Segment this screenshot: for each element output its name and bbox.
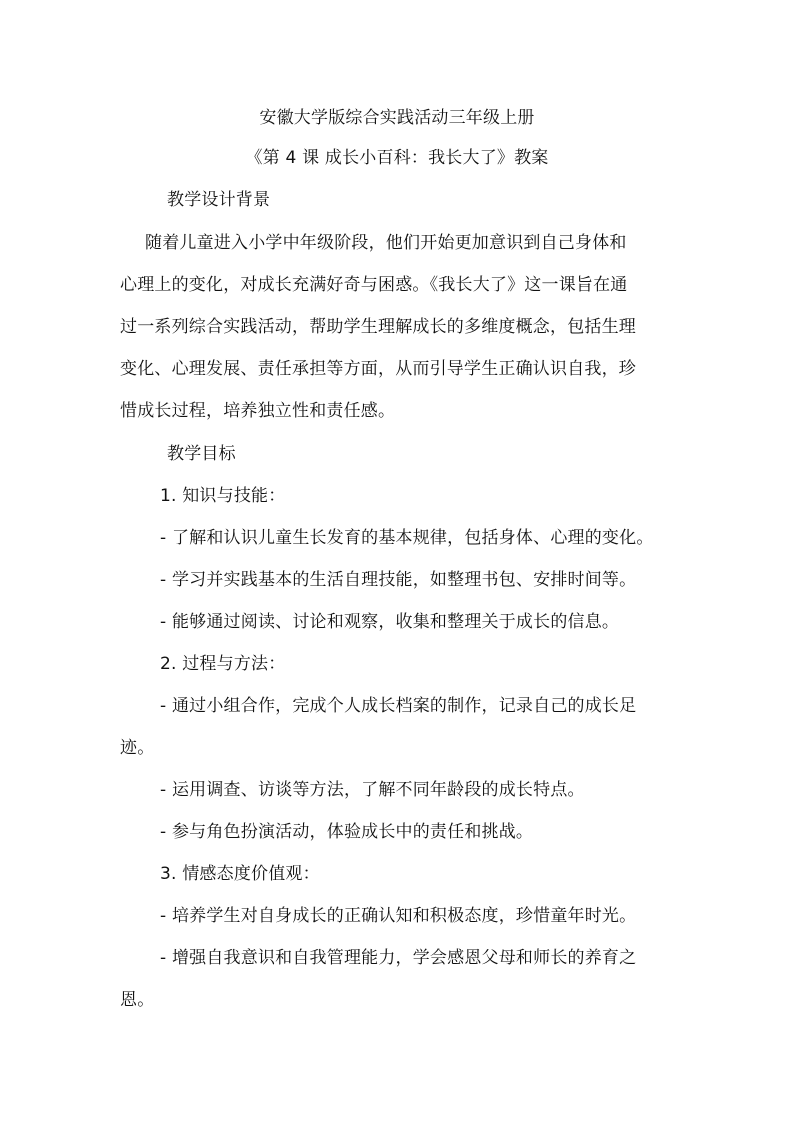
goal-heading-knowledge: 1. 知识与技能：	[160, 486, 286, 506]
background-paragraph-line: 变化、心理发展、责任承担等方面，从而引导学生正确认识自我，珍	[120, 359, 636, 379]
goal-list-item: - 培养学生对自身成长的正确认知和积极态度，珍惜童年时光。	[160, 906, 637, 926]
goal-list-item: - 学习并实践基本的生活自理技能，如整理书包、安排时间等。	[160, 570, 637, 590]
goal-list-item: - 增强自我意识和自我管理能力，学会感恩父母和师长的养育之	[160, 948, 637, 968]
goal-list-item: - 通过小组合作，完成个人成长档案的制作，记录自己的成长足	[160, 696, 637, 716]
goal-heading-attitude: 3. 情感态度价值观：	[160, 864, 320, 884]
goal-list-item: - 能够通过阅读、讨论和观察，收集和整理关于成长的信息。	[160, 612, 620, 632]
goal-list-item: - 了解和认识儿童生长发育的基本规律，包括身体、心理的变化。	[160, 528, 654, 548]
goal-list-item: - 运用调查、访谈等方法，了解不同年龄段的成长特点。	[160, 780, 585, 800]
background-paragraph-line: 惜成长过程，培养独立性和责任感。	[120, 401, 396, 421]
goal-list-item-continuation: 恩。	[120, 990, 155, 1010]
goal-heading-process: 2. 过程与方法：	[160, 654, 286, 674]
background-paragraph-line: 过一系列综合实践活动，帮助学生理解成长的多维度概念，包括生理	[120, 317, 636, 337]
section-heading-background: 教学设计背景	[167, 190, 271, 210]
document-title: 安徽大学版综合实践活动三年级上册	[259, 108, 535, 128]
section-heading-goals: 教学目标	[167, 444, 236, 464]
goal-list-item: - 参与角色扮演活动，体验成长中的责任和挑战。	[160, 822, 534, 842]
background-paragraph-line: 心理上的变化，对成长充满好奇与困惑。《我长大了》这一课旨在通	[120, 275, 628, 295]
lesson-subtitle: 《第 4 课 成长小百科：我长大了》教案	[245, 148, 549, 168]
background-paragraph-line: 随着儿童进入小学中年级阶段，他们开始更加意识到自己身体和	[145, 233, 627, 253]
goal-list-item-continuation: 迹。	[120, 738, 155, 758]
